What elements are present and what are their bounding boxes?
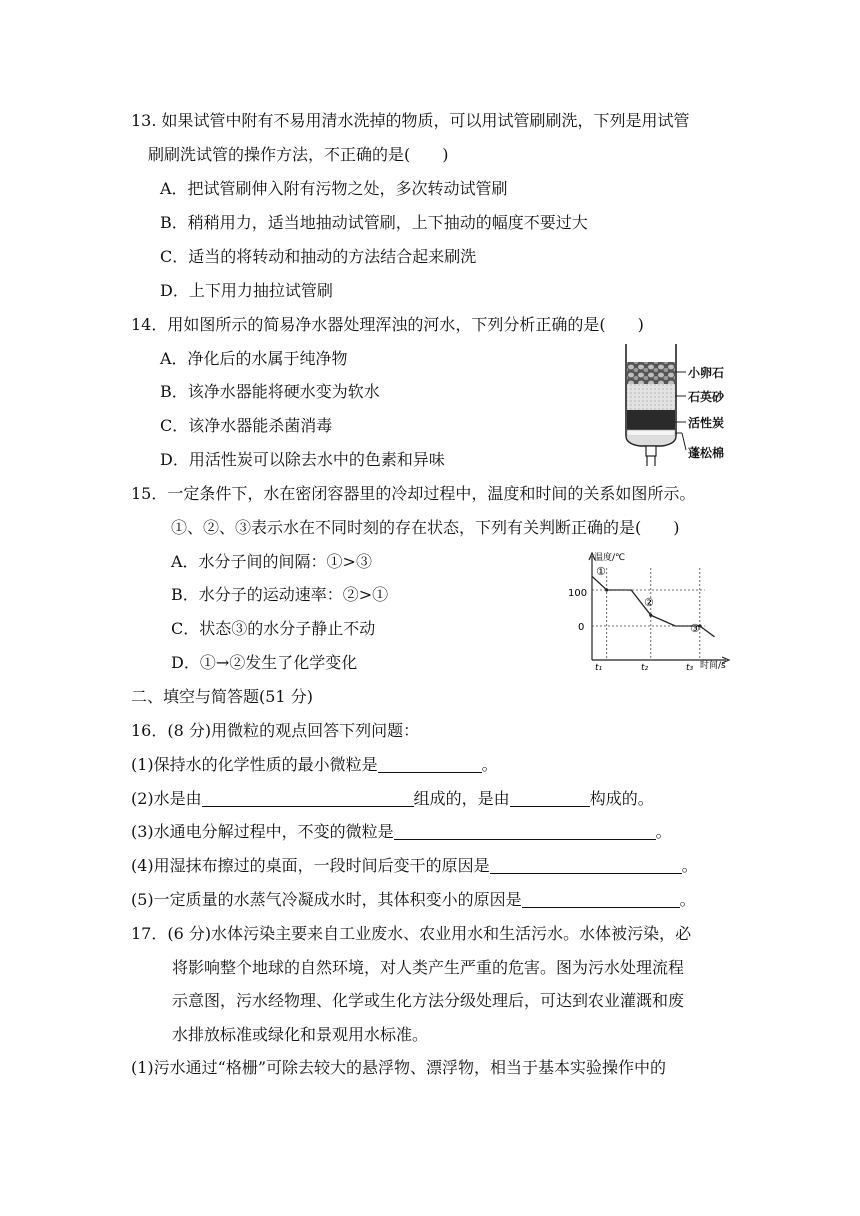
q16-part4-text: (4)用湿抹布擦过的桌面，一段时间后变干的原因是: [131, 856, 490, 875]
q16-part1: [131, 755, 498, 775]
q13-option-b: B．稍稍用力，适当地抽动试管刷，上下抽动的幅度不要过大: [160, 213, 588, 232]
q16-part3-end: 。: [655, 822, 672, 841]
q16-part2-blank-a[interactable]: [202, 790, 414, 807]
point-label-1: ①: [596, 565, 606, 578]
q16-part4: [131, 856, 698, 876]
q13-stem-line1: 13. 如果试管中附有不易用清水洗掉的物质，可以用试管刷刷洗，下列是用试管: [131, 111, 690, 130]
section2-title: 二、填空与简答题(51 分): [131, 687, 313, 706]
q16-part2-blank-b[interactable]: [510, 790, 590, 807]
q17-part1: (1)污水通过“格栅”可除去较大的悬浮物、漂浮物，相当于基本实验操作中的: [131, 1058, 667, 1077]
y-tick-100: 100: [568, 588, 588, 599]
q16-part1-end: 。: [481, 755, 498, 774]
q16-part1-blank[interactable]: [378, 756, 482, 773]
water-purifier-figure: [618, 340, 738, 472]
q14-stem: 14．用如图所示的简易净水器处理浑浊的河水，下列分析正确的是( ): [131, 315, 644, 334]
q15-option-c: C．状态③的水分子静止不动: [171, 619, 376, 638]
label-cotton: 蓬松棉: [688, 446, 725, 460]
q17-line4: 水排放标准或绿化和景观用水标准。: [172, 1025, 429, 1044]
point-label-3: ③: [690, 622, 700, 635]
q14-option-a: A．净化后的水属于纯净物: [160, 349, 348, 368]
q16-part2: [131, 789, 654, 809]
q13-option-a: A．把试管刷伸入附有污物之处，多次转动试管刷: [160, 179, 508, 198]
q16-part1-text: (1)保持水的化学性质的最小微粒是: [131, 755, 378, 774]
q16-part4-end: 。: [681, 856, 698, 875]
q15-stem-line1: 15．一定条件下，水在密闭容器里的冷却过程中，温度和时间的关系如图所示。: [131, 484, 696, 503]
q16-part4-blank[interactable]: [490, 857, 682, 874]
q17-line1: 17．(6 分)水体污染主要来自工业废水、农业用水和生活污水。水体被污染，必: [131, 924, 692, 943]
q16-part2-text-a: (2)水是由: [131, 789, 202, 808]
label-activated-carbon: 活性炭: [688, 416, 725, 430]
label-pebbles: 小卵石: [688, 366, 725, 380]
q16-stem: 16．(8 分)用微粒的观点回答下列问题：: [131, 721, 420, 740]
q13-option-c: C．适当的将转动和抽动的方法结合起来刷洗: [160, 247, 477, 266]
q13-option-d: D．上下用力抽拉试管刷: [160, 281, 333, 300]
x-tick-t1: t₁: [595, 663, 603, 673]
state-point-1: [605, 588, 608, 591]
q16-part5-end: 。: [679, 890, 696, 909]
q15-stem-line2: ①、②、③表示水在不同时刻的存在状态，下列有关判断正确的是( ): [171, 518, 680, 537]
q16-part3-text: (3)水通电分解过程中，不变的微粒是: [131, 822, 394, 841]
cooling-curve-chart: [560, 548, 732, 674]
q16-part3: [131, 822, 672, 842]
q16-part3-blank[interactable]: [394, 823, 656, 840]
q16-part5-blank[interactable]: [522, 891, 680, 908]
x-axis-label: 时间/s: [700, 661, 726, 671]
q14-option-c: C．该净水器能杀菌消毒: [160, 416, 333, 435]
y-tick-0: 0: [578, 622, 585, 633]
y-axis-label: 温度/℃: [594, 553, 626, 563]
label-quartz-sand: 石英砂: [688, 390, 725, 404]
q14-option-d: D．用活性炭可以除去水中的色素和异味: [160, 450, 445, 469]
q16-part2-text-c: 构成的。: [589, 789, 654, 808]
x-tick-t2: t₂: [641, 663, 649, 673]
q13-stem-line2: 刷刷洗试管的操作方法，不正确的是( ): [148, 145, 449, 164]
x-tick-t3: t₃: [686, 663, 694, 673]
q15-option-d: D．①→②发生了化学变化: [171, 653, 358, 672]
q16-part2-text-b: 组成的，是由: [413, 789, 510, 808]
q15-option-b: B．水分子的运动速率：②>①: [171, 585, 389, 604]
q16-part5-text: (5)一定质量的水蒸气冷凝成水时，其体积变小的原因是: [131, 890, 522, 909]
q16-part5: [131, 890, 696, 910]
point-label-2: ②: [644, 596, 654, 609]
q17-line3: 示意图，污水经物理、化学或生化方法分级处理后，可达到农业灌溉和废: [172, 991, 685, 1010]
q14-option-b: B．该净水器能将硬水变为软水: [160, 382, 380, 401]
state-point-2: [649, 614, 652, 617]
q15-option-a: A．水分子间的间隔：①>③: [171, 552, 372, 571]
q17-line2: 将影响整个地球的自然环境，对人类产生严重的危害。图为污水处理流程: [172, 958, 685, 977]
